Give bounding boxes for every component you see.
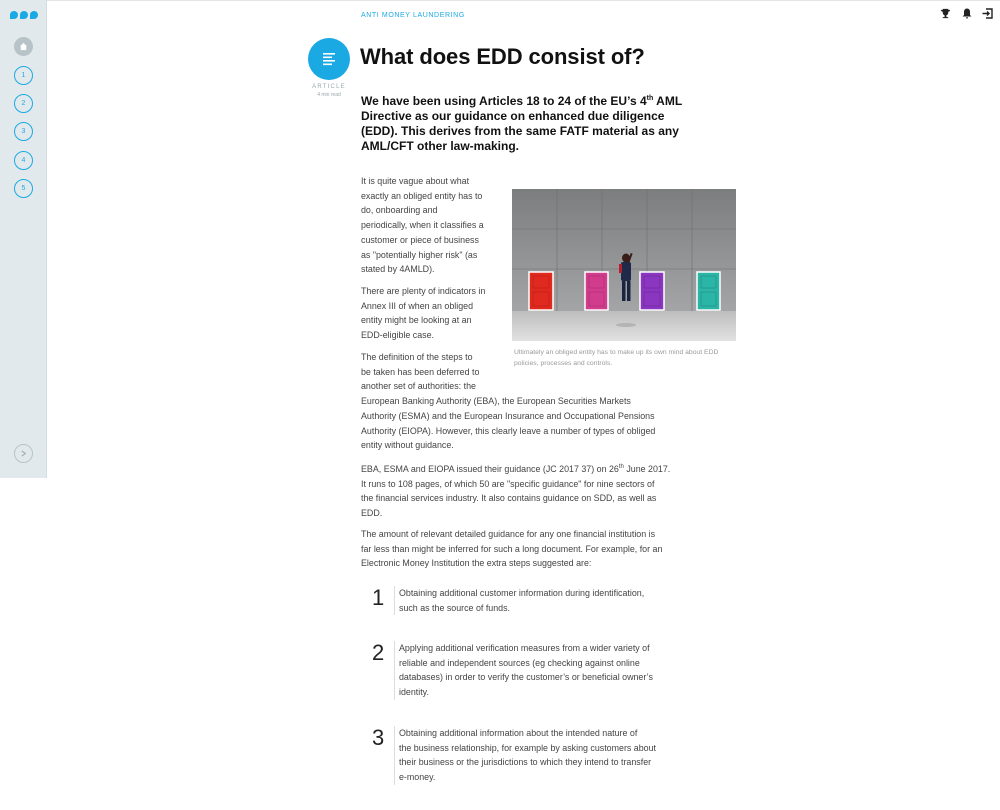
next-button[interactable] (14, 444, 33, 463)
step-number: 5 (21, 185, 26, 192)
sidebar-step-2[interactable] (14, 94, 33, 113)
sidebar-step-3[interactable] (14, 122, 33, 141)
image-caption: Ultimately an obliged entity has to make up its own mind about EDD policies, processes and controls. (514, 349, 719, 367)
lead-text-2: AML Directive as our guidance on enhanced due diligence (EDD). This derives from the same FATF material as any AML/CFT other law-making. (361, 94, 682, 153)
sidebar-step-4[interactable] (14, 151, 33, 170)
text-line: Applying additional verification measures from a wider variety of (399, 643, 650, 653)
article-type-label: ARTICLE (312, 84, 346, 90)
text-line: the business relationship, for example by asking customers about (399, 742, 657, 753)
bell-icon (962, 8, 972, 19)
text-line: periodically, when it classifies a (361, 220, 484, 231)
text-line: Authority (ESMA) and the European Insurance and Occupational Pensions (361, 410, 655, 421)
text-line: e-money. (399, 772, 436, 783)
text-line: another set of authorities: the (361, 381, 476, 392)
text-line: Electronic Money Institution the extra steps suggested are: (361, 558, 592, 569)
text-line: the financial services industry. It also contains guidance on SDD, as well as (361, 493, 657, 504)
paragraph-2 (361, 284, 485, 343)
text-line: far less than might be inferred for such a long document. For example, for an (361, 543, 663, 554)
list-item (372, 586, 674, 615)
top-toolbar (939, 7, 994, 20)
step-number: 3 (372, 725, 385, 750)
exit-icon (982, 8, 993, 19)
text-line: There are plenty of indicators in (361, 286, 486, 296)
paragraph-4 (361, 460, 670, 521)
text-line: databases) in order to verify the customer’s or beneficial owner’s (399, 672, 653, 683)
home-icon (19, 42, 28, 51)
step-text (394, 586, 674, 615)
text-line: Obtaining additional information about the intended nature of (399, 728, 638, 738)
article-badge (308, 38, 350, 80)
sidebar (0, 0, 47, 478)
trophy-icon (940, 8, 951, 19)
doors-illustration (512, 189, 736, 341)
text-line: Annex III of when an obliged (361, 300, 474, 311)
text-line: their business or the jurisdictions to which they intend to transfer (399, 757, 652, 768)
text-line: The amount of relevant detailed guidance for any one financial institution is (361, 529, 656, 539)
text-line (361, 460, 670, 477)
text-line: as "potentially higher risk" (as (361, 249, 478, 260)
text-line: Authority (EIOPA). However, this clearly leave a number of types of obliged (361, 425, 656, 436)
trophy-button[interactable] (939, 7, 952, 20)
lead-paragraph (361, 91, 696, 154)
notifications-button[interactable] (960, 7, 973, 20)
list-item (372, 726, 674, 785)
paragraph-1 (361, 174, 484, 277)
red-door (529, 272, 553, 310)
text-line: It is quite vague about what (361, 176, 470, 186)
lead-text-1: We have been using Articles 18 to 24 of the EU’s 4 (361, 94, 647, 108)
text-line: do, onboarding and (361, 205, 438, 216)
article-icon (321, 51, 337, 67)
text-fragment: June 2017. (623, 463, 671, 474)
text-fragment: EBA, ESMA and EIOPA issued their guidance (JC 2017 37) on 26 (361, 463, 619, 474)
text-line: EDD. (361, 508, 383, 519)
article-image (512, 189, 736, 341)
exit-button[interactable] (981, 7, 994, 20)
breadcrumb[interactable]: ANTI MONEY LAUNDERING (361, 12, 465, 19)
chevron-right-icon (20, 450, 27, 457)
sidebar-step-1[interactable] (14, 66, 33, 85)
home-button[interactable] (14, 37, 33, 56)
purple-door (640, 272, 664, 310)
step-number: 3 (21, 128, 26, 135)
text-line: be taken has been deferred to (361, 366, 480, 377)
text-line: EDD-eligible case. (361, 330, 435, 341)
step-number: 2 (372, 640, 385, 665)
logo-icon[interactable] (10, 11, 38, 19)
text-line: stated by 4AMLD). (361, 264, 435, 275)
text-line: customer or piece of business (361, 234, 479, 245)
sidebar-step-5[interactable] (14, 179, 33, 198)
text-line: European Banking Authority (EBA), the European Securities Markets (361, 396, 631, 407)
step-text (394, 641, 674, 700)
step-number: 4 (21, 157, 26, 164)
step-number: 2 (21, 100, 26, 107)
step-number: 1 (372, 585, 385, 610)
read-time: 4 min read (317, 92, 341, 98)
page-title: What does EDD consist of? (360, 44, 645, 69)
text-line: exactly an obliged entity has to (361, 190, 483, 201)
step-text (394, 726, 674, 785)
text-line: identity. (399, 687, 429, 698)
text-line: reliable and independent sources (eg checking against online (399, 657, 640, 668)
text-line: Obtaining additional customer information during identification, (399, 588, 645, 598)
text-line: entity might be looking at an (361, 315, 472, 326)
list-item (372, 641, 674, 700)
teal-door (697, 272, 720, 310)
text-line: The definition of the steps to (361, 352, 473, 362)
step-number: 1 (21, 72, 26, 79)
pink-door (585, 272, 608, 310)
superscript: th (618, 464, 624, 470)
text-line: such as the source of funds. (399, 602, 511, 613)
lead-superscript: th (646, 95, 654, 102)
top-divider (47, 0, 1000, 1)
text-line: entity without guidance. (361, 440, 454, 451)
paragraph-5 (361, 527, 662, 571)
text-line: It runs to 108 pages, of which 50 are "specific guidance" for nine sectors of (361, 478, 655, 489)
